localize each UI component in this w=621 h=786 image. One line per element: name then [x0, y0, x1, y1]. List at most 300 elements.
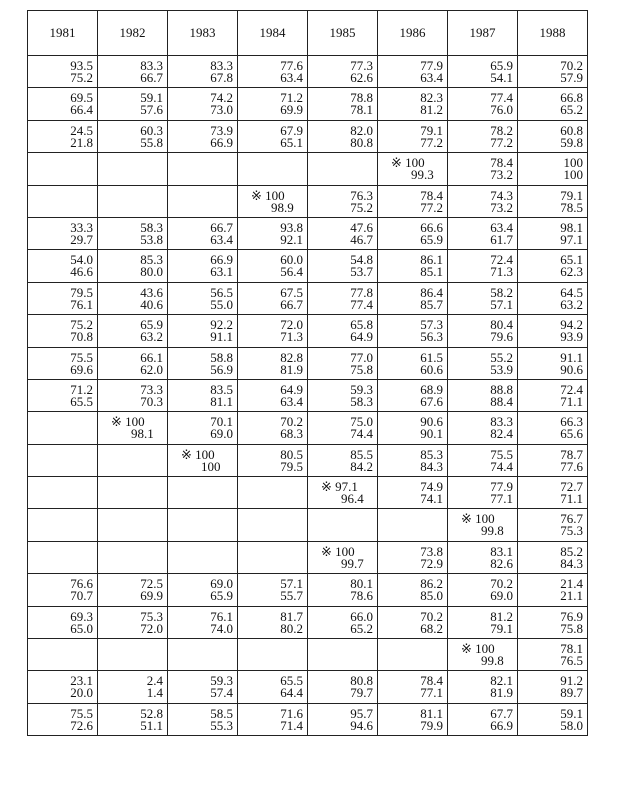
value-pair — [70, 675, 93, 699]
cell-value-bottom: 63.1 — [210, 264, 233, 280]
cell-value-bottom: 66.7 — [280, 296, 303, 312]
table-cell — [308, 282, 378, 314]
cell-value-top: 66.6 — [420, 219, 443, 235]
value-pair — [140, 705, 163, 733]
cell-value-bottom: 92.1 — [280, 231, 303, 247]
cell-value-bottom: 90.6 — [560, 361, 583, 377]
table-cell — [98, 671, 168, 703]
table-cell — [238, 606, 308, 638]
table-cell — [308, 703, 378, 735]
cell-value-bottom: 75.2 — [70, 70, 93, 85]
value-pair — [280, 60, 303, 84]
cell-value-bottom: 55.0 — [210, 296, 233, 312]
cell-value-top: 73.9 — [210, 122, 233, 138]
marked-value-pair — [461, 513, 504, 537]
cell-value-top: 80.1 — [350, 576, 373, 592]
cell-value-bottom: 40.6 — [140, 296, 163, 312]
value-pair — [210, 122, 233, 150]
cell-value-top: ※ 100 — [321, 543, 355, 559]
year-header: 1981 — [28, 11, 98, 56]
cell-value-top: ※ 100 — [391, 155, 425, 171]
value-pair — [350, 675, 373, 699]
table-cell — [448, 56, 518, 88]
cell-value-bottom: 81.1 — [210, 393, 233, 409]
value-pair — [280, 92, 303, 116]
cell-value-top: 21.4 — [560, 576, 583, 592]
table-row — [28, 185, 588, 217]
table-cell — [238, 574, 308, 606]
cell-value-top: 70.1 — [210, 414, 233, 430]
cell-value-top: 76.6 — [70, 576, 93, 592]
value-pair — [420, 122, 443, 150]
cell-value-bottom: 56.3 — [420, 329, 443, 345]
cell-value-bottom: 1.4 — [146, 685, 163, 701]
table-cell — [378, 88, 448, 120]
value-pair — [490, 349, 513, 377]
table-cell — [28, 671, 98, 703]
value-pair — [560, 513, 583, 537]
value-pair — [420, 219, 443, 247]
cell-value-top: 78.4 — [420, 187, 443, 203]
table-cell — [28, 379, 98, 411]
value-pair — [560, 187, 583, 215]
table-cell — [168, 315, 238, 347]
value-pair — [140, 219, 163, 247]
table-row — [28, 56, 588, 88]
value-pair — [420, 481, 443, 505]
cell-value-bottom: 75.2 — [350, 199, 373, 215]
cell-value-bottom: 67.8 — [210, 70, 233, 85]
cell-value-top: 59.1 — [560, 705, 583, 721]
cell-value-top: 67.9 — [280, 122, 303, 138]
cell-value-top: 79.1 — [560, 187, 583, 203]
value-pair — [210, 416, 233, 440]
value-pair — [70, 705, 93, 733]
value-pair — [560, 578, 583, 602]
cell-value-top: 70.2 — [420, 608, 443, 624]
cell-value-top: 76.1 — [210, 608, 233, 624]
table-cell — [518, 574, 588, 606]
cell-value-top: 72.7 — [560, 479, 583, 495]
table-cell — [378, 120, 448, 152]
value-pair — [490, 608, 513, 636]
cell-value-top: 33.3 — [70, 219, 93, 235]
cell-value-bottom: 99.3 — [411, 167, 434, 183]
table-cell — [378, 185, 448, 217]
value-pair — [490, 122, 513, 150]
cell-value-top: 66.8 — [560, 90, 583, 106]
table-cell — [28, 412, 98, 444]
cell-value-bottom: 69.0 — [490, 588, 513, 604]
cell-value-bottom: 74.4 — [490, 458, 513, 474]
value-pair — [350, 60, 373, 84]
value-pair — [560, 675, 583, 699]
table-cell — [238, 412, 308, 444]
cell-value-bottom: 75.8 — [560, 620, 583, 636]
value-pair — [490, 319, 513, 343]
table-cell — [308, 574, 378, 606]
cell-value-top: 43.6 — [140, 284, 163, 300]
cell-value-bottom: 84.3 — [420, 458, 443, 474]
value-pair — [210, 60, 233, 84]
cell-value-top: 58.2 — [490, 284, 513, 300]
cell-value-top: ※ 100 — [111, 414, 145, 430]
table-cell — [518, 217, 588, 249]
table-cell — [448, 574, 518, 606]
value-pair — [490, 481, 513, 505]
table-cell — [518, 639, 588, 671]
cell-value-bottom: 65.5 — [70, 393, 93, 409]
table-cell — [98, 185, 168, 217]
value-pair — [210, 284, 233, 312]
table-cell — [168, 444, 238, 476]
value-pair — [560, 643, 583, 667]
table-cell — [518, 250, 588, 282]
value-pair — [350, 416, 373, 440]
cell-value-bottom: 76.1 — [70, 296, 93, 312]
value-pair — [140, 122, 163, 150]
cell-value-bottom: 72.0 — [140, 620, 163, 636]
cell-value-bottom: 99.8 — [481, 523, 504, 539]
cell-value-top: 70.2 — [560, 58, 583, 73]
cell-value-top: 93.5 — [70, 58, 93, 73]
table-cell — [98, 315, 168, 347]
cell-value-top: 76.3 — [350, 187, 373, 203]
marked-value-pair — [321, 543, 364, 571]
value-pair — [350, 122, 373, 150]
table-cell — [98, 282, 168, 314]
cell-value-bottom: 56.9 — [210, 361, 233, 377]
value-pair — [560, 92, 583, 116]
value-pair — [420, 675, 443, 699]
value-pair — [280, 319, 303, 343]
table-cell — [28, 347, 98, 379]
cell-value-bottom: 65.2 — [350, 620, 373, 636]
table-row — [28, 477, 588, 509]
cell-value-bottom: 76.0 — [490, 102, 513, 118]
marked-value-pair — [321, 481, 364, 505]
value-pair — [70, 92, 93, 116]
cell-value-bottom: 91.1 — [210, 329, 233, 345]
cell-value-top: 60.8 — [560, 122, 583, 138]
table-cell — [28, 315, 98, 347]
marked-value-pair — [181, 446, 221, 474]
value-pair — [210, 319, 233, 343]
cell-value-bottom: 65.1 — [280, 134, 303, 150]
value-pair — [70, 381, 93, 409]
table-cell — [308, 639, 378, 671]
table-cell — [518, 477, 588, 509]
value-pair — [490, 92, 513, 116]
cell-value-bottom: 78.5 — [560, 199, 583, 215]
cell-value-top: 77.3 — [350, 58, 373, 73]
cell-value-top: 59.3 — [350, 381, 373, 397]
value-pair — [280, 349, 303, 377]
cell-value-top: 83.3 — [490, 414, 513, 430]
cell-value-top: 58.8 — [210, 349, 233, 365]
table-row — [28, 347, 588, 379]
value-pair — [490, 675, 513, 699]
cell-value-bottom: 75.3 — [560, 523, 583, 539]
value-pair — [70, 254, 93, 278]
value-pair — [350, 608, 373, 636]
value-pair — [70, 219, 93, 247]
cell-value-top: 86.2 — [420, 576, 443, 592]
cell-value-top: 58.3 — [140, 219, 163, 235]
cell-value-bottom: 63.4 — [210, 231, 233, 247]
value-pair — [560, 446, 583, 474]
value-pair — [560, 608, 583, 636]
table-cell — [308, 477, 378, 509]
cell-value-top: 92.2 — [210, 317, 233, 333]
table-cell — [308, 412, 378, 444]
cell-value-bottom: 69.6 — [70, 361, 93, 377]
cell-value-bottom: 81.2 — [420, 102, 443, 118]
table-cell — [378, 703, 448, 735]
cell-value-top: 77.6 — [280, 58, 303, 73]
table-cell — [168, 639, 238, 671]
value-pair — [280, 284, 303, 312]
cell-value-bottom: 80.0 — [140, 264, 163, 280]
value-pair — [560, 319, 583, 343]
table-cell — [308, 56, 378, 88]
table-cell — [238, 541, 308, 573]
value-pair — [140, 60, 163, 84]
cell-value-top: 79.5 — [70, 284, 93, 300]
cell-value-top: 65.1 — [560, 252, 583, 268]
cell-value-top: 54.8 — [350, 252, 373, 268]
value-pair — [490, 705, 513, 733]
table-cell — [28, 250, 98, 282]
value-pair — [490, 284, 513, 312]
table-cell — [168, 574, 238, 606]
cell-value-bottom: 71.1 — [560, 393, 583, 409]
value-pair — [490, 416, 513, 440]
cell-value-bottom: 66.4 — [70, 102, 93, 118]
table-row — [28, 282, 588, 314]
table-body — [28, 56, 588, 736]
table-cell — [448, 315, 518, 347]
cell-value-top: 78.1 — [560, 641, 583, 657]
value-pair — [70, 578, 93, 602]
cell-value-top: 80.8 — [350, 673, 373, 689]
cell-value-top: 78.7 — [560, 446, 583, 462]
table-cell — [98, 541, 168, 573]
cell-value-top: 69.3 — [70, 608, 93, 624]
cell-value-bottom: 77.2 — [490, 134, 513, 150]
cell-value-top: 63.4 — [490, 219, 513, 235]
value-pair — [490, 254, 513, 278]
cell-value-bottom: 63.4 — [280, 393, 303, 409]
value-pair — [420, 381, 443, 409]
year-header: 1985 — [308, 11, 378, 56]
cell-value-top: ※ 100 — [251, 187, 285, 203]
cell-value-bottom: 60.6 — [420, 361, 443, 377]
table-cell — [378, 412, 448, 444]
table-cell — [28, 185, 98, 217]
table-row — [28, 379, 588, 411]
cell-value-bottom: 74.1 — [420, 491, 443, 507]
table-cell — [308, 347, 378, 379]
value-pair — [350, 92, 373, 116]
cell-value-top: 81.1 — [420, 705, 443, 721]
cell-value-top: 82.1 — [490, 673, 513, 689]
value-pair — [560, 284, 583, 312]
table-cell — [518, 315, 588, 347]
table-row — [28, 574, 588, 606]
year-header: 1986 — [378, 11, 448, 56]
value-pair — [560, 381, 583, 409]
cell-value-bottom: 57.6 — [140, 102, 163, 118]
value-pair — [350, 284, 373, 312]
value-pair — [420, 254, 443, 278]
cell-value-bottom: 66.9 — [490, 717, 513, 733]
table-cell — [518, 185, 588, 217]
cell-value-bottom: 64.9 — [350, 329, 373, 345]
cell-value-bottom: 65.6 — [560, 426, 583, 442]
table-cell — [448, 379, 518, 411]
cell-value-bottom: 85.1 — [420, 264, 443, 280]
cell-value-bottom: 67.6 — [420, 393, 443, 409]
cell-value-bottom: 66.7 — [140, 70, 163, 85]
cell-value-top: 65.9 — [490, 58, 513, 73]
cell-value-bottom: 77.1 — [420, 685, 443, 701]
cell-value-top: 78.4 — [490, 155, 513, 171]
value-pair — [350, 187, 373, 215]
value-pair — [210, 349, 233, 377]
value-pair — [70, 122, 93, 150]
table-cell — [448, 639, 518, 671]
table-cell — [518, 509, 588, 541]
cell-value-bottom: 55.7 — [280, 588, 303, 604]
cell-value-bottom: 54.1 — [490, 70, 513, 85]
table-cell — [448, 541, 518, 573]
cell-value-bottom: 51.1 — [140, 717, 163, 733]
table-cell — [168, 347, 238, 379]
table-cell — [448, 477, 518, 509]
cell-value-bottom: 71.3 — [280, 329, 303, 345]
table-cell — [308, 671, 378, 703]
value-pair — [70, 319, 93, 343]
cell-value-top: 66.9 — [210, 252, 233, 268]
table-cell — [98, 120, 168, 152]
cell-value-bottom: 77.1 — [490, 491, 513, 507]
cell-value-top: 60.3 — [140, 122, 163, 138]
header-row — [28, 11, 588, 56]
cell-value-bottom: 100 — [201, 458, 221, 474]
table-cell — [98, 250, 168, 282]
table-cell — [448, 250, 518, 282]
table-cell — [168, 703, 238, 735]
cell-value-bottom: 98.9 — [271, 199, 294, 215]
table-cell — [238, 509, 308, 541]
cell-value-top: ※ 100 — [181, 446, 215, 462]
cell-value-bottom: 63.4 — [280, 70, 303, 85]
cell-value-top: 83.1 — [490, 543, 513, 559]
table-cell — [308, 250, 378, 282]
cell-value-top: 75.2 — [70, 317, 93, 333]
table-cell — [98, 703, 168, 735]
cell-value-top: 65.5 — [280, 673, 303, 689]
table-cell — [28, 282, 98, 314]
cell-value-top: 77.8 — [350, 284, 373, 300]
cell-value-bottom: 69.9 — [140, 588, 163, 604]
value-pair — [210, 705, 233, 733]
table-cell — [98, 347, 168, 379]
table-cell — [98, 412, 168, 444]
cell-value-top: 91.2 — [560, 673, 583, 689]
cell-value-bottom: 21.8 — [70, 134, 93, 150]
table-cell — [308, 509, 378, 541]
cell-value-top: 69.0 — [210, 576, 233, 592]
table-cell — [28, 120, 98, 152]
table-cell — [378, 444, 448, 476]
value-pair — [420, 60, 443, 84]
cell-value-bottom: 80.8 — [350, 134, 373, 150]
cell-value-top: 78.4 — [420, 673, 443, 689]
cell-value-bottom: 73.2 — [490, 199, 513, 215]
value-pair — [350, 349, 373, 377]
value-pair — [280, 446, 303, 474]
table-cell — [518, 347, 588, 379]
cell-value-top: 93.8 — [280, 219, 303, 235]
cell-value-bottom: 63.2 — [560, 296, 583, 312]
value-pair — [280, 254, 303, 278]
table-cell — [448, 153, 518, 185]
cell-value-bottom: 74.4 — [350, 426, 373, 442]
cell-value-top: 75.5 — [70, 349, 93, 365]
cell-value-bottom: 59.8 — [560, 134, 583, 150]
value-pair — [140, 381, 163, 409]
cell-value-top: 76.9 — [560, 608, 583, 624]
cell-value-bottom: 74.0 — [210, 620, 233, 636]
table-row — [28, 703, 588, 735]
value-pair — [560, 122, 583, 150]
cell-value-top: 71.2 — [280, 90, 303, 106]
cell-value-bottom: 64.4 — [280, 685, 303, 701]
table-cell — [518, 379, 588, 411]
cell-value-top: 75.5 — [70, 705, 93, 721]
cell-value-bottom: 65.9 — [210, 588, 233, 604]
value-pair — [420, 578, 443, 602]
table-cell — [378, 315, 448, 347]
value-pair — [210, 219, 233, 247]
table-row — [28, 444, 588, 476]
cell-value-bottom: 88.4 — [490, 393, 513, 409]
table-cell — [238, 282, 308, 314]
cell-value-top: 85.3 — [420, 446, 443, 462]
cell-value-top: 77.9 — [420, 58, 443, 73]
cell-value-bottom: 71.1 — [560, 491, 583, 507]
value-pair — [560, 543, 583, 571]
value-pair — [490, 578, 513, 602]
cell-value-top: 78.8 — [350, 90, 373, 106]
cell-value-top: 60.0 — [280, 252, 303, 268]
table-cell — [98, 509, 168, 541]
cell-value-top: 52.8 — [140, 705, 163, 721]
cell-value-top: 75.3 — [140, 608, 163, 624]
table-cell — [238, 671, 308, 703]
cell-value-top: 74.2 — [210, 90, 233, 106]
cell-value-top: 85.2 — [560, 543, 583, 559]
table-cell — [308, 606, 378, 638]
value-pair — [420, 446, 443, 474]
table-cell — [168, 606, 238, 638]
table-cell — [378, 477, 448, 509]
value-pair — [560, 60, 583, 84]
cell-value-top: ※ 100 — [461, 641, 495, 657]
cell-value-top: 77.4 — [490, 90, 513, 106]
